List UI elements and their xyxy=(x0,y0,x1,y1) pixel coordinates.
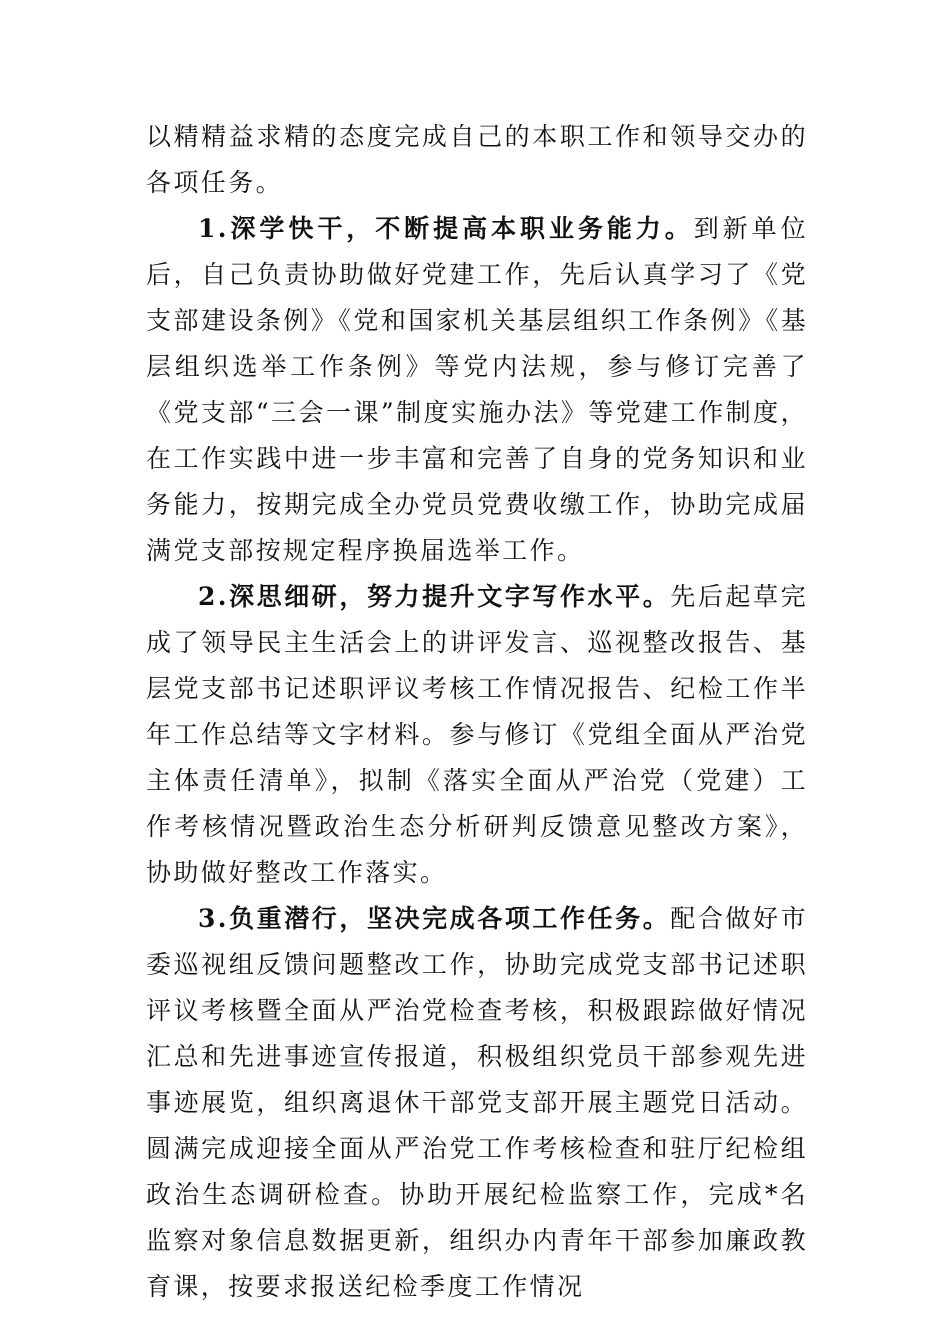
paragraph-heading: 2.深思细研，努力提升文字写作水平。 xyxy=(198,582,671,611)
paragraph-item-3 xyxy=(146,896,808,1310)
paragraph-item-2 xyxy=(146,574,808,896)
paragraph-text: 到新单位后，自己负责协助做好党建工作，先后认真学习了《党支部建设条例》《党和国家机关基层组织工作条例》《基层组织选举工作条例》等党内法规，参与修订完善了《党支部“三会一课”制度实施办法》等党建工作制度，在工作实践中进一步丰富和完善了自身的党务知识和业务能力，按期完成全办党员党费收缴工作，协助完成届满党支部按规定程序换届选举工作。 xyxy=(146,214,808,565)
paragraph-item-1 xyxy=(146,206,808,574)
paragraph-continuation xyxy=(146,114,808,206)
paragraph-heading: 3.负重潜行，坚决完成各项工作任务。 xyxy=(198,904,671,933)
paragraph-heading: 1.深学快干，不断提高本职业务能力。 xyxy=(198,214,694,243)
paragraph-text: 先后起草完成了领导民主生活会上的讲评发言、巡视整改报告、基层党支部书记述职评议考核工作情况报告、纪检工作半年工作总结等文字材料。参与修订《党组全面从严治党主体责任清单》，拟制《落实全面从严治党（党建）工作考核情况暨政治生态分析研判反馈意见整改方案》，协助做好整改工作落实。 xyxy=(146,582,808,887)
paragraph-text: 以精精益求精的态度完成自己的本职工作和领导交办的各项任务。 xyxy=(146,122,808,197)
document-page xyxy=(146,114,808,1310)
paragraph-text: 配合做好市委巡视组反馈问题整改工作，协助完成党支部书记述职评议考核暨全面从严治党检查考核，积极跟踪做好情况汇总和先进事迹宣传报道，积极组织党员干部参观先进事迹展览，组织离退休干部党支部开展主题党日活动。圆满完成迎接全面从严治党工作考核检查和驻厅纪检组政治生态调研检查。协助开展纪检监察工作，完成*名监察对象信息数据更新，组织办内青年干部参加廉政教育课，按要求报送纪检季度工作情况 xyxy=(146,904,808,1301)
